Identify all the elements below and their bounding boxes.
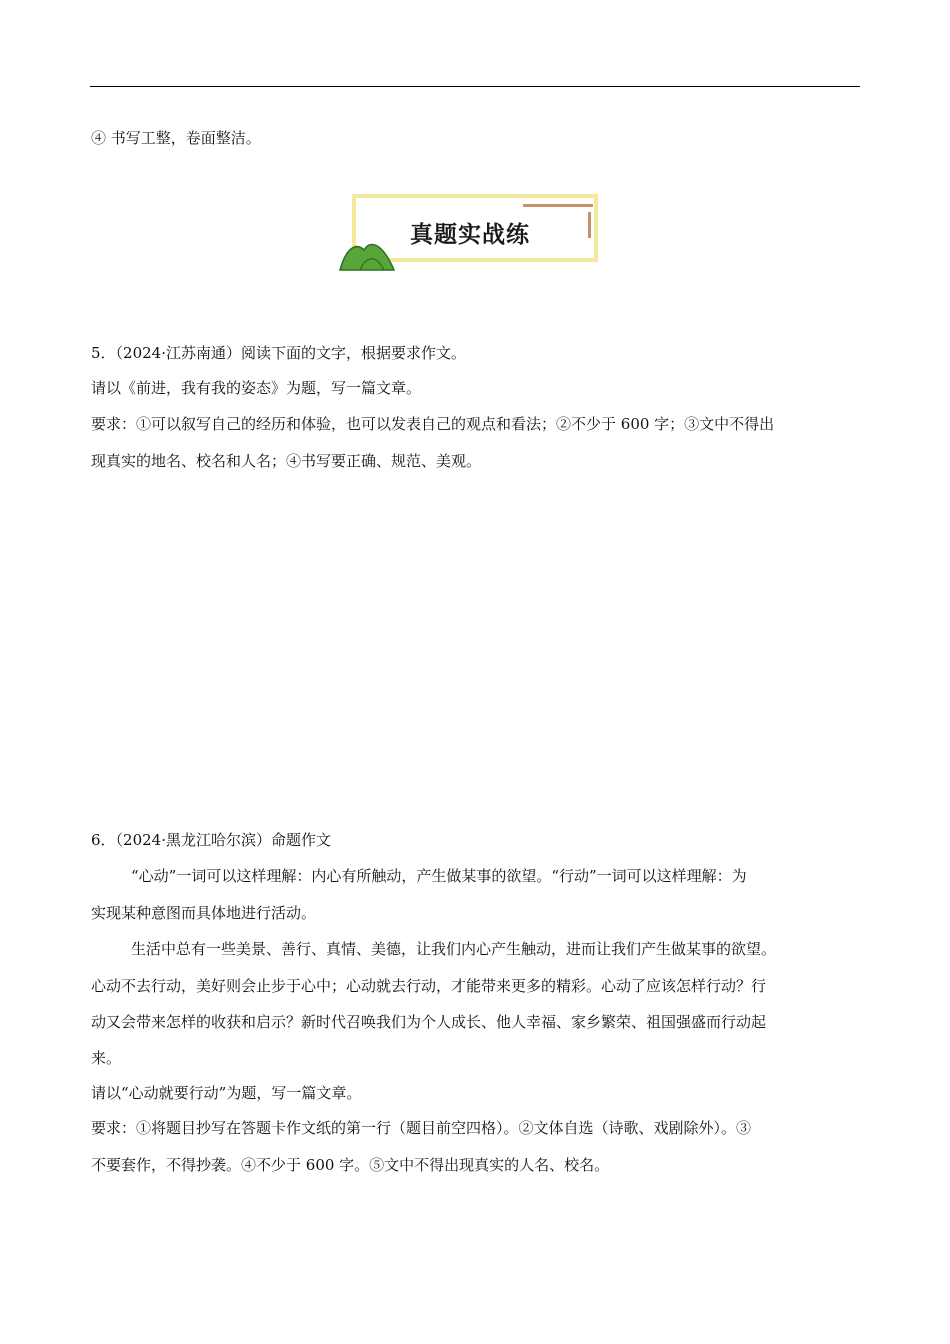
header-rule	[90, 86, 860, 87]
banner-accent-line	[523, 204, 593, 207]
top-item: ④ 书写工整，卷面整洁。	[91, 129, 261, 147]
section-banner	[338, 192, 606, 274]
q5-requirements-line2: 现真实的地名、校名和人名；④书写要正确、规范、美观。	[91, 452, 482, 470]
q5-prompt: 请以《前进，我有我的姿态》为题，写一篇文章。	[91, 379, 422, 397]
q6-title: 6．（2024·黑龙江哈尔滨）命题作文	[91, 831, 331, 849]
banner-title: 真题实战练	[410, 222, 530, 248]
q6-requirements-line2: 不要套作，不得抄袭。④不少于 600 字。⑤文中不得出现真实的人名、校名。	[91, 1156, 610, 1174]
q6-requirements-line1: 要求：①将题目抄写在答题卡作文纸的第一行（题目前空四格）。②文体自选（诗歌、戏剧除外）。③	[91, 1119, 752, 1137]
q6-prompt: 请以“心动就要行动”为题，写一篇文章。	[91, 1084, 362, 1102]
banner-accent-bar	[588, 212, 591, 238]
q5-title: 5．（2024·江苏南通）阅读下面的文字，根据要求作文。	[91, 344, 466, 362]
q6-paragraph2-line2: 心动不去行动，美好则会止步于心中；心动就去行动，才能带来更多的精彩。心动了应该怎样行动？行	[91, 977, 767, 995]
q6-paragraph2-line1: 生活中总有一些美景、善行、真情、美德，让我们内心产生触动，进而让我们产生做某事的欲望。	[131, 940, 777, 958]
q6-paragraph1-line2: 实现某种意图而具体地进行活动。	[91, 904, 317, 922]
q6-paragraph2-line3: 动又会带来怎样的收获和启示？新时代召唤我们为个人成长、他人幸福、家乡繁荣、祖国强盛而行动起	[91, 1013, 767, 1031]
q5-requirements-line1: 要求：①可以叙写自己的经历和体验，也可以发表自己的观点和看法；②不少于 600 字；③文中不得出	[91, 415, 775, 433]
hills-icon	[338, 236, 398, 272]
q6-paragraph2-line4: 来。	[91, 1049, 122, 1067]
q6-paragraph1-line1: “心动”一词可以这样理解：内心有所触动，产生做某事的欲望。“行动”一词可以这样理解：为	[131, 867, 747, 885]
